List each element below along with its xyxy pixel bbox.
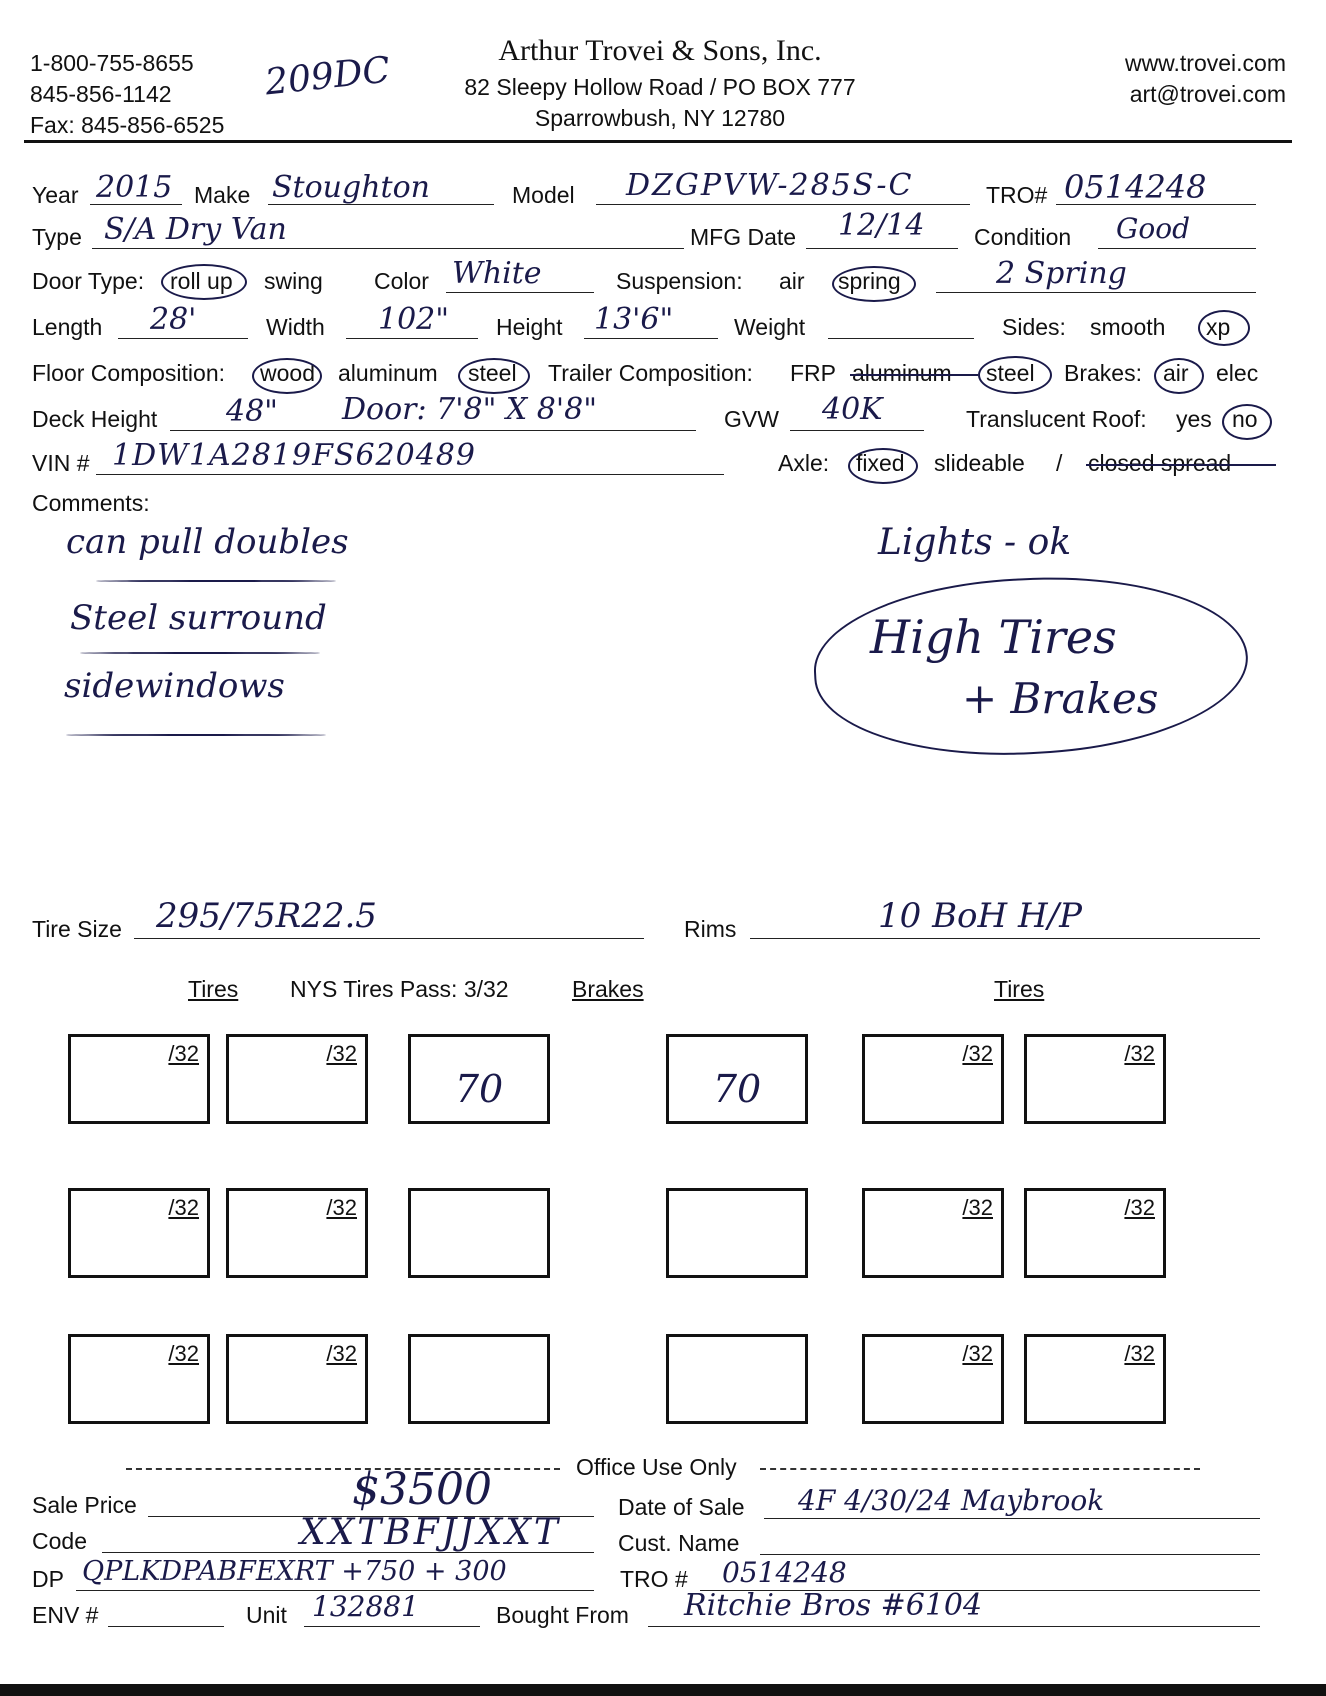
width-line [346, 338, 478, 339]
tread-fraction: /32 [1124, 1341, 1155, 1366]
gvw-line [790, 430, 924, 431]
scan-bottom-edge [0, 1684, 1326, 1696]
tire-box-l1-r1[interactable] [68, 1034, 210, 1124]
floor-composition-label: Floor Composition: [32, 360, 226, 386]
type-line [92, 248, 684, 249]
mfg-date-label: MFG Date [690, 224, 797, 250]
color-line [446, 292, 594, 293]
date-of-sale-line [764, 1518, 1260, 1519]
rims-line [750, 938, 1260, 939]
tire-size-value[interactable]: 295/75R22.5 [156, 896, 377, 936]
brake-box-left-r3[interactable] [408, 1334, 550, 1424]
tread-fraction: /32 [962, 1041, 993, 1066]
bought-from-label: Bought From [496, 1602, 629, 1628]
vin-label: VIN # [32, 450, 90, 476]
brakes-heading: Brakes [572, 976, 644, 1002]
length-label: Length [32, 314, 103, 340]
tro-office-value[interactable]: 0514248 [722, 1556, 847, 1589]
fax: Fax: 845-856-6525 [30, 112, 225, 138]
tread-fraction: /32 [168, 1041, 199, 1066]
tire-size-label: Tire Size [32, 916, 122, 942]
axle-closed-spread-strike [1086, 464, 1276, 466]
env-line [108, 1626, 224, 1627]
year-value[interactable]: 2015 [96, 170, 173, 205]
trailer-composition-label: Trailer Composition: [548, 360, 753, 386]
axle-option-slideable[interactable]: slideable [934, 450, 1025, 476]
door-rollup-circle [161, 264, 247, 300]
comment-lights: Lights - ok [878, 522, 1072, 563]
dp-value[interactable]: QPLKDPABFEXRT +750 + 300 [82, 1556, 507, 1587]
unit-value[interactable]: 132881 [312, 1590, 419, 1623]
tires-left-heading: Tires [188, 976, 239, 1002]
door-size-value[interactable]: Door: 7'8" X 8'8" [342, 392, 598, 427]
cust-name-label: Cust. Name [618, 1530, 740, 1556]
mfg-date-value[interactable]: 12/14 [838, 208, 925, 243]
phone-2: 845-856-1142 [30, 81, 172, 107]
axle-fixed-circle [848, 448, 918, 484]
tro-office-label: TRO # [620, 1566, 688, 1592]
tread-fraction: /32 [962, 1195, 993, 1220]
comment-circled-1: High Tires [870, 610, 1117, 664]
deck-height-value[interactable]: 48" [226, 394, 278, 429]
axle-option-closed-spread[interactable]: closed spread [1088, 450, 1232, 476]
date-of-sale-value[interactable]: 4F 4/30/24 Maybrook [798, 1484, 1105, 1517]
gvw-value[interactable]: 40K [822, 392, 883, 427]
sale-price-value[interactable]: $3500 [352, 1464, 492, 1515]
tire-box-r2-r1[interactable] [1024, 1034, 1166, 1124]
trailer-option-aluminum[interactable]: aluminum [852, 360, 952, 386]
suspension-option-spring[interactable]: spring [838, 268, 901, 294]
unit-line [304, 1626, 480, 1627]
mfg-date-line [806, 248, 958, 249]
comments-label: Comments: [32, 490, 150, 516]
brakes-option-air[interactable]: air [1163, 360, 1189, 386]
tread-fraction: /32 [962, 1341, 993, 1366]
type-label: Type [32, 224, 82, 250]
tire-box-r1-r3[interactable] [862, 1334, 1004, 1424]
tro-value[interactable]: 0514248 [1064, 168, 1207, 206]
comment-underline-3 [66, 734, 326, 736]
brake-box-right-r1[interactable] [666, 1034, 808, 1124]
brake-box-right-r2[interactable] [666, 1188, 808, 1278]
roof-option-yes[interactable]: yes [1176, 406, 1212, 432]
weight-line [828, 338, 974, 339]
axle-separator: / [1056, 450, 1063, 476]
tire-box-l2-r3[interactable] [226, 1334, 368, 1424]
tire-box-l2-r1[interactable] [226, 1034, 368, 1124]
floor-steel-circle [458, 358, 530, 394]
code-label: Code [32, 1528, 87, 1554]
trailer-option-steel[interactable]: steel [986, 360, 1035, 386]
tread-fraction: /32 [168, 1195, 199, 1220]
roof-no-circle [1222, 404, 1272, 440]
company-address-1: 82 Sleepy Hollow Road / PO BOX 777 [464, 74, 856, 100]
type-value[interactable]: S/A Dry Van [104, 212, 287, 247]
office-use-label: Office Use Only [576, 1454, 737, 1480]
trailer-option-frp[interactable]: FRP [790, 360, 836, 386]
tread-fraction: /32 [326, 1195, 357, 1220]
rims-value[interactable]: 10 BoH H/P [878, 896, 1082, 936]
comment-circle [810, 567, 1253, 765]
office-divider-left [126, 1468, 560, 1470]
translucent-roof-label: Translucent Roof: [966, 406, 1147, 432]
door-option-rollup[interactable]: roll up [170, 268, 233, 294]
height-value[interactable]: 13'6" [594, 302, 674, 337]
tro-label: TRO# [986, 182, 1048, 208]
deck-height-line [170, 430, 696, 431]
rims-label: Rims [684, 916, 737, 942]
header-divider [24, 140, 1292, 143]
comment-line-1: can pull doubles [66, 522, 349, 562]
comment-underline-1 [96, 580, 336, 582]
brakes-air-circle [1154, 358, 1204, 394]
sides-option-smooth[interactable]: smooth [1090, 314, 1166, 340]
brakes-option-elec[interactable]: elec [1216, 360, 1259, 386]
cust-name-line [760, 1554, 1260, 1555]
year-label: Year [32, 182, 79, 208]
phone-1: 1-800-755-8655 [30, 50, 194, 76]
trailer-aluminum-strike [850, 374, 978, 376]
length-value[interactable]: 28' [150, 302, 197, 337]
weight-label: Weight [734, 314, 806, 340]
tire-size-line [134, 938, 644, 939]
floor-option-wood[interactable]: wood [260, 360, 315, 386]
axle-option-fixed[interactable]: fixed [856, 450, 905, 476]
spring-circle [832, 266, 916, 302]
comment-circled-2: + Brakes [962, 674, 1159, 723]
model-label: Model [512, 182, 575, 208]
suspension-option-air[interactable]: air [779, 268, 805, 294]
length-line [118, 338, 248, 339]
tire-box-r1-r2[interactable] [862, 1188, 1004, 1278]
door-option-swing[interactable]: swing [264, 268, 323, 294]
date-of-sale-label: Date of Sale [618, 1494, 745, 1520]
make-value[interactable]: Stoughton [272, 170, 430, 205]
model-line [596, 204, 970, 205]
tires-right-heading: Tires [994, 976, 1045, 1002]
tire-box-r2-r3[interactable] [1024, 1334, 1166, 1424]
suspension-label: Suspension: [616, 268, 743, 294]
brakes-label: Brakes: [1064, 360, 1142, 386]
condition-label: Condition [974, 224, 1072, 250]
bought-from-value[interactable]: Ritchie Bros #6104 [684, 1588, 983, 1623]
width-value[interactable]: 102" [378, 302, 450, 337]
brake-box-left-r1[interactable] [408, 1034, 550, 1124]
bought-from-line [648, 1626, 1260, 1627]
email: art@trovei.com [1129, 81, 1286, 107]
tire-box-l2-r2[interactable] [226, 1188, 368, 1278]
color-label: Color [374, 268, 429, 294]
dp-label: DP [32, 1566, 64, 1592]
door-type-label: Door Type: [32, 268, 145, 294]
tire-box-r1-r1[interactable] [862, 1034, 1004, 1124]
brake-box-right-r3[interactable] [666, 1334, 808, 1424]
model-value[interactable]: DZGPVW-285S-C [626, 168, 914, 203]
brake-value: 70 [712, 1067, 762, 1111]
comment-underline-2 [80, 652, 320, 654]
unit-label: Unit [246, 1602, 287, 1628]
trailer-steel-circle [978, 356, 1052, 394]
height-line [584, 338, 718, 339]
floor-option-aluminum[interactable]: aluminum [338, 360, 438, 386]
condition-value[interactable]: Good [1116, 212, 1191, 245]
vin-line [96, 474, 724, 475]
tire-box-r2-r2[interactable] [1024, 1188, 1166, 1278]
height-label: Height [496, 314, 563, 340]
color-value[interactable]: White [452, 256, 542, 291]
tire-box-l1-r3[interactable] [68, 1334, 210, 1424]
comment-line-2: Steel surround [70, 598, 327, 638]
axle-label: Axle: [778, 450, 830, 476]
code-value[interactable]: XXTBFJJXXT [300, 1512, 561, 1553]
office-divider-right [760, 1468, 1200, 1470]
company-name: Arthur Trovei & Sons, Inc. [498, 34, 822, 67]
xp-circle [1198, 310, 1250, 346]
tread-fraction: /32 [1124, 1195, 1155, 1220]
suspension-note[interactable]: 2 Spring [996, 256, 1127, 291]
tread-fraction: /32 [326, 1341, 357, 1366]
sale-price-label: Sale Price [32, 1492, 137, 1518]
vin-value[interactable]: 1DW1A2819FS620489 [112, 438, 476, 473]
sides-label: Sides: [1002, 314, 1066, 340]
nys-tires-pass: NYS Tires Pass: 3/32 [290, 976, 509, 1002]
sides-option-xp[interactable]: xp [1206, 314, 1231, 340]
floor-option-steel[interactable]: steel [468, 360, 517, 386]
condition-line [1098, 248, 1256, 249]
width-label: Width [266, 314, 325, 340]
comment-line-3: sidewindows [64, 666, 285, 706]
stock-note: 209DC [263, 49, 392, 104]
brake-box-left-r2[interactable] [408, 1188, 550, 1278]
wood-circle [252, 358, 322, 394]
roof-option-no[interactable]: no [1232, 406, 1258, 432]
make-label: Make [194, 182, 251, 208]
website: www.trovei.com [1124, 50, 1286, 76]
gvw-label: GVW [724, 406, 779, 432]
suspension-line [936, 292, 1256, 293]
tread-fraction: /32 [168, 1341, 199, 1366]
tread-fraction: /32 [326, 1041, 357, 1066]
tread-fraction: /32 [1124, 1041, 1155, 1066]
tire-box-l1-r2[interactable] [68, 1188, 210, 1278]
env-label: ENV # [32, 1602, 99, 1628]
deck-height-label: Deck Height [32, 406, 158, 432]
brake-value: 70 [454, 1067, 504, 1111]
company-address-2: Sparrowbush, NY 12780 [534, 105, 786, 131]
